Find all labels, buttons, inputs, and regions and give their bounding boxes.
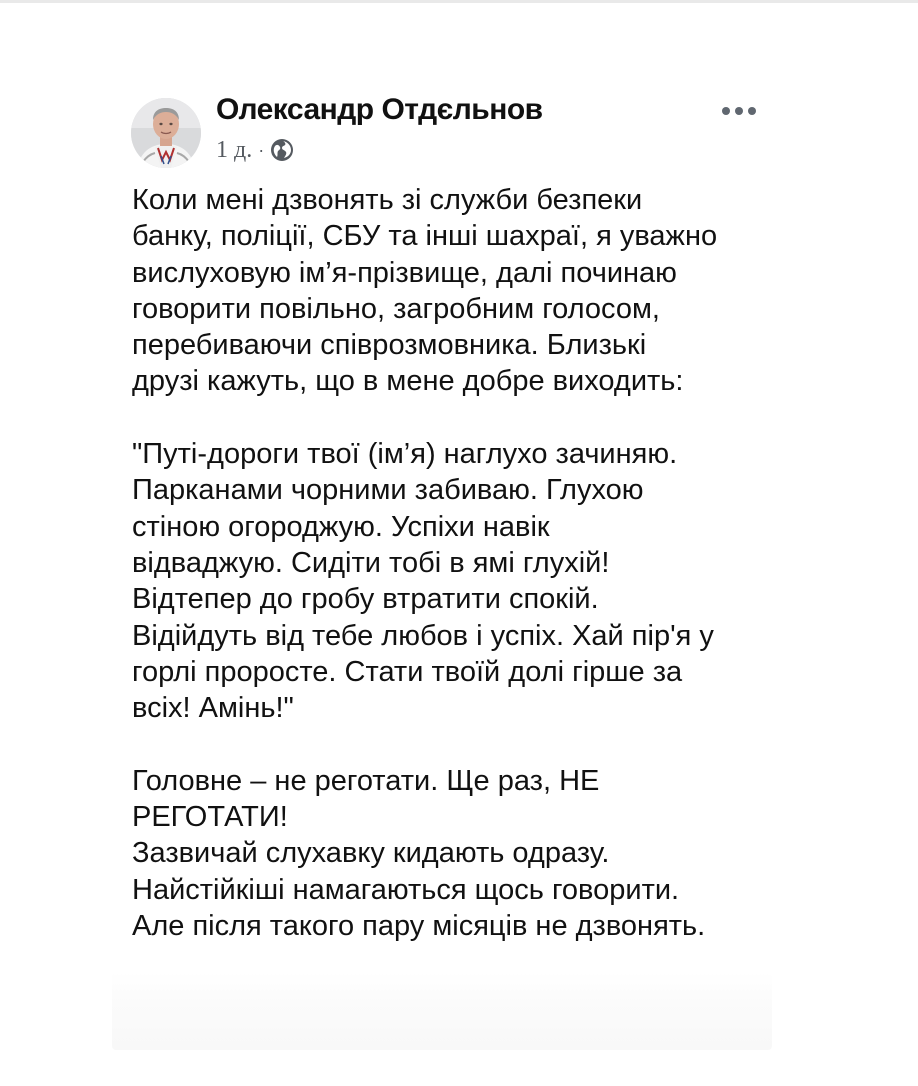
post-text-line: перебиваючи співрозмовника. Близькі <box>132 329 647 362</box>
post-text-line: Парканами чорними забиваю. Глухою <box>132 474 644 507</box>
globe-icon[interactable] <box>270 138 294 162</box>
post-text-line: говорити повільно, загробним голосом, <box>132 292 660 325</box>
post-text <box>132 182 792 944</box>
post-text-line: Головне – не реготати. Ще раз, НЕ <box>132 764 600 797</box>
more-dots-icon <box>722 107 730 115</box>
post-text-line: Відійдуть від тебе любов і успіх. Хай пір'я у <box>132 619 714 652</box>
paragraph-gap <box>132 400 792 436</box>
post-text-line: РЕГОТАТИ! <box>132 801 288 834</box>
post-text-line: Найстійкіші намагаються щось говорити. <box>132 873 680 906</box>
post-text-line: "Путі-дороги твої (ім’я) наглухо зачиняю. <box>132 438 678 471</box>
post-text-line: горлі проросте. Стати твоїй долі гірше за <box>132 655 683 688</box>
meta-separator: · <box>258 139 265 160</box>
post-meta <box>216 136 294 164</box>
paragraph-gap <box>132 726 792 762</box>
post-text-line: Зазвичай слухавку кидають одразу. <box>132 837 610 870</box>
post-text-line: банку, поліції, СБУ та інші шахраї, я уважно <box>132 220 718 253</box>
post-text-line: вислуховую ім’я-прізвище, далі починаю <box>132 256 677 289</box>
post-timestamp[interactable]: 1 д. <box>216 136 253 163</box>
post-text-line: всіх! Амінь!" <box>132 692 294 725</box>
post-text-line: відваджую. Сидіти тобі в ямі глухій! <box>132 546 610 579</box>
post-text-line: стіною огороджую. Успіхи навік <box>132 510 550 543</box>
post-text-line: Коли мені дзвонять зі служби безпеки <box>132 184 643 216</box>
post-text-line: друзі кажуть, що в мене добре виходить: <box>132 365 684 398</box>
more-dots-icon <box>735 107 743 115</box>
post-text-line: Але після такого пару місяців не дзвонять. <box>132 909 706 942</box>
post-text-line: Відтепер до гробу втратити спокій. <box>132 583 599 616</box>
post-footer-area <box>112 972 772 1050</box>
author-name[interactable]: Олександр Отдєльнов <box>216 93 543 126</box>
author-avatar[interactable] <box>131 98 201 168</box>
more-options-button[interactable] <box>717 98 761 124</box>
avatar-photo <box>131 98 201 168</box>
more-dots-icon <box>748 107 756 115</box>
